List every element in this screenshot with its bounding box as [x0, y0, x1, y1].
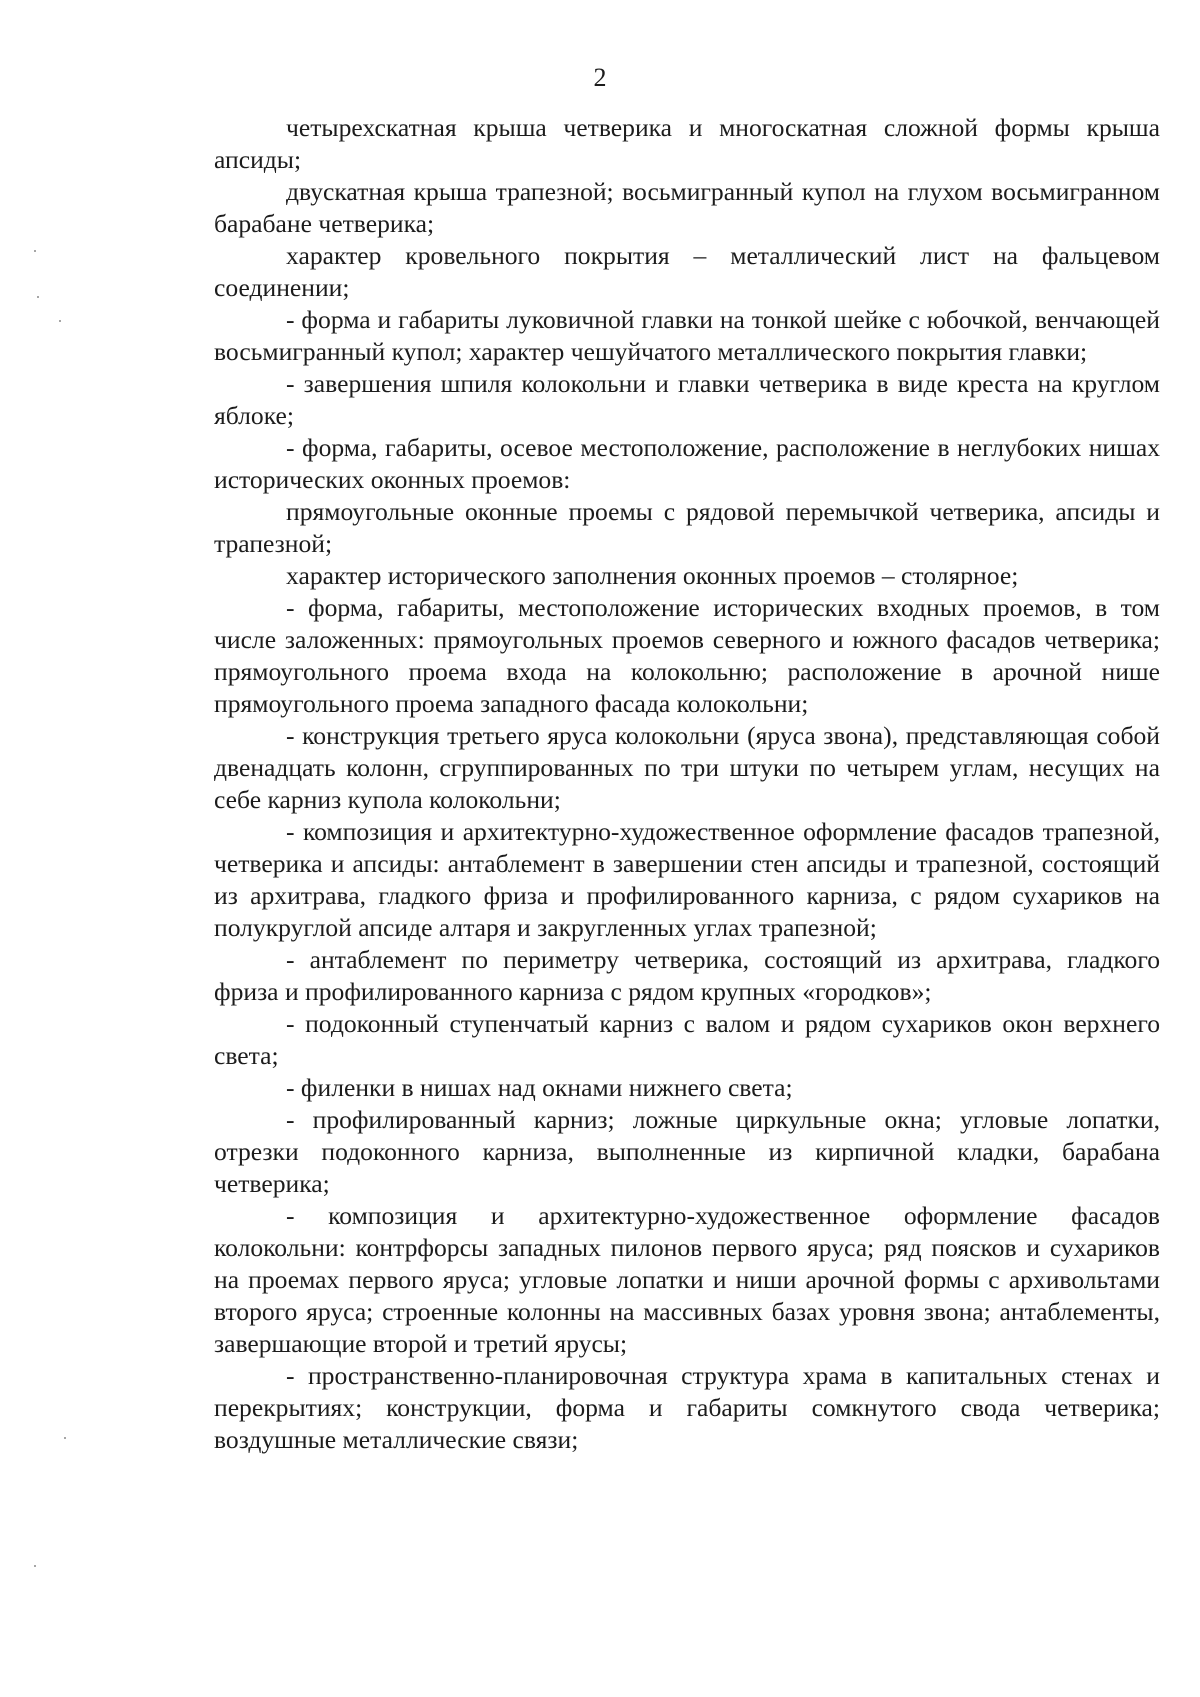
paragraph-facades-trapeznaya: - композиция и архитектурно-художественное оформление фасадов трапезной, четверика и апсиды: антаблемент в завершении стен апсиды и трапезной, состоящий из архитрава, гладкого фриза и профилированного карниза, с рядом сухариков на полукруглой апсиде алтаря и закругленных углах трапезной;	[214, 817, 1160, 942]
paragraph-dome-head: - форма и габариты луковичной главки на тонкой шейке с юбочкой, венчающей восьмигранный купол; характер чешуйчатого металлического покрытия главки;	[214, 305, 1160, 366]
paragraph-rectangular-windows: прямоугольные оконные проемы с рядовой перемычкой четверика, апсиды и трапезной;	[214, 497, 1160, 558]
document-body	[214, 112, 1160, 1456]
paragraph-drum-details: - профилированный карниз; ложные циркульные окна; угловые лопатки, отрезки подоконного карниза, выполненные из кирпичной кладки, барабана четверика;	[214, 1105, 1160, 1198]
paragraph-panels: - филенки в нишах над окнами нижнего света;	[286, 1073, 793, 1102]
paragraph-roof-chetverik: четырехскатная крыша четверика и многоскатная сложной формы крыша апсиды;	[214, 113, 1160, 174]
paragraph-entablature-chetverik: - антаблемент по периметру четверика, состоящий из архитрава, гладкого фриза и профилированного карниза с рядом крупных «городков»;	[214, 945, 1160, 1006]
paragraph-sill-cornice: - подоконный ступенчатый карниз с валом и рядом сухариков окон верхнего света;	[214, 1009, 1160, 1070]
paragraph-roof-trapeznaya: двускатная крыша трапезной; восьмигранный купол на глухом восьмигранном барабане четверика;	[214, 177, 1160, 238]
paragraph-entrance-openings: - форма, габариты, местоположение исторических входных проемов, в том числе заложенных: прямоугольных проемов северного и южного фасадов четверика; прямоугольного проема входа на колокольню; расположение в арочной нише прямоугольного проема западного фасада колокольни;	[214, 593, 1160, 718]
paragraph-window-filling: характер исторического заполнения оконных проемов – столярное;	[286, 561, 1019, 590]
paragraph-facades-belltower: - композиция и архитектурно-художественное оформление фасадов колокольни: контрфорсы западных пилонов первого яруса; ряд поясков и сухариков на проемах первого яруса; угловые лопатки и ниши арочной формы с архивольтами второго яруса; строенные колонны на массивных базах уровня звона; антаблементы, завершающие второй и третий ярусы;	[214, 1201, 1160, 1358]
page-number: 2	[593, 63, 607, 92]
paragraph-bell-tier: - конструкция третьего яруса колокольни (яруса звона), представляющая собой двенадцать колонн, сгруппированных по три штуки по четырем углам, несущих на себе карниз купола колокольни;	[214, 721, 1160, 814]
paragraph-spatial-structure: - пространственно-планировочная структура храма в капитальных стенах и перекрытиях; конструкции, форма и габариты сомкнутого свода четверика; воздушные металлические связи;	[214, 1361, 1160, 1454]
paragraph-window-openings: - форма, габариты, осевое местоположение, расположение в неглубоких нишах исторических оконных проемов:	[214, 433, 1160, 494]
paragraph-roof-covering: характер кровельного покрытия – металлический лист на фальцевом соединении;	[214, 241, 1160, 302]
paragraph-cross-finials: - завершения шпиля колокольни и главки четверика в виде креста на круглом яблоке;	[214, 369, 1160, 430]
